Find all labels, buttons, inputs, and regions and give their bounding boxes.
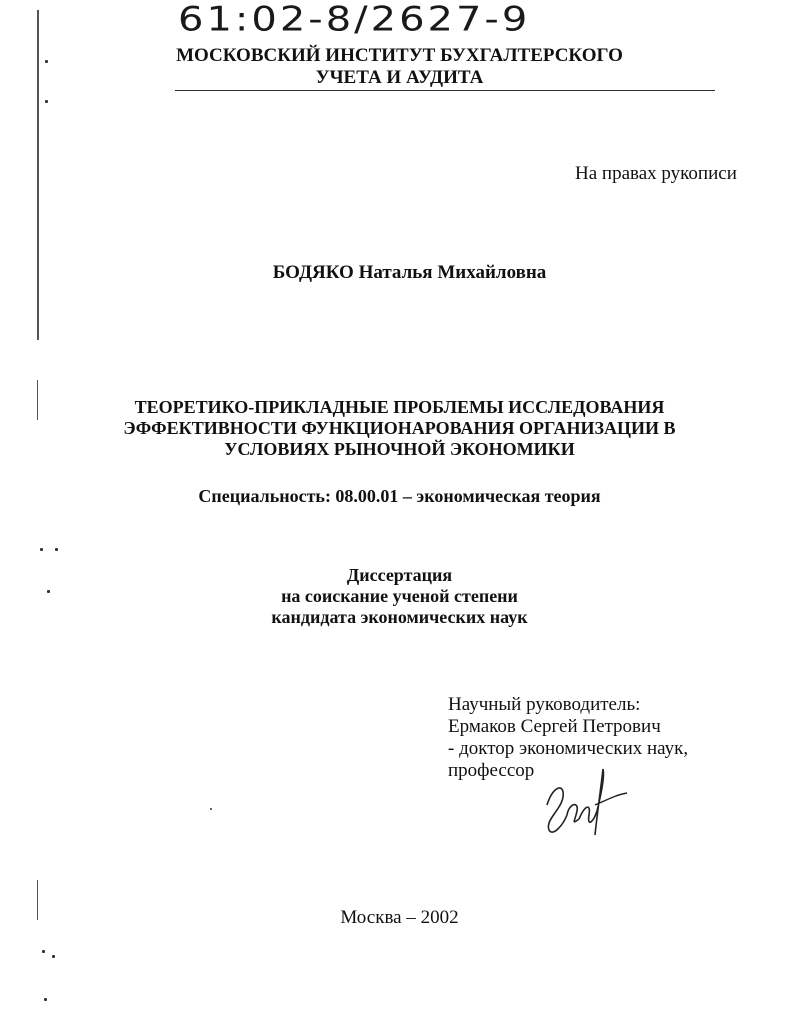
degree-line-2: на соискание ученой степени — [281, 586, 518, 606]
manuscript-note: На правах рукописи — [575, 163, 737, 184]
degree-line-3: кандидата экономических наук — [271, 607, 528, 627]
header-rule — [175, 90, 715, 91]
supervisor-name: Ермаков Сергей Петрович — [448, 716, 661, 737]
scan-speck — [44, 998, 47, 1001]
supervisor-label: Научный руководитель: — [448, 694, 641, 715]
specialty: Специальность: 08.00.01 – экономическая теория — [198, 486, 601, 506]
title-line-3: УСЛОВИЯХ РЫНОЧНОЙ ЭКОНОМИКИ — [224, 439, 575, 459]
degree-line-1: Диссертация — [346, 565, 453, 585]
scan-speck — [45, 100, 48, 103]
city-year: Москва – 2002 — [340, 907, 459, 928]
supervisor-title: профессор — [448, 760, 535, 781]
archive-number: 61:02-8/2627-9 — [178, 0, 531, 40]
title-line-2: ЭФФЕКТИВНОСТИ ФУНКЦИОНАРОВАНИЯ ОРГАНИЗАЦИИ В — [123, 418, 676, 438]
scan-speck — [40, 548, 43, 551]
scan-speck — [210, 808, 212, 810]
title-line-1: ТЕОРЕТИКО-ПРИКЛАДНЫЕ ПРОБЛЕМЫ ИССЛЕДОВАНИЯ — [134, 397, 665, 417]
institution-line-1: МОСКОВСКИЙ ИНСТИТУТ БУХГАЛТЕРСКОГО — [176, 45, 623, 66]
supervisor-degree: - доктор экономических наук, — [448, 738, 689, 759]
scan-speck — [55, 548, 58, 551]
institution-line-2: УЧЕТА И АУДИТА — [315, 67, 484, 88]
scan-speck — [42, 950, 45, 953]
signature-image — [535, 765, 635, 840]
scan-speck — [52, 955, 55, 958]
author-name: БОДЯКО Наталья Михайловна — [272, 262, 547, 283]
